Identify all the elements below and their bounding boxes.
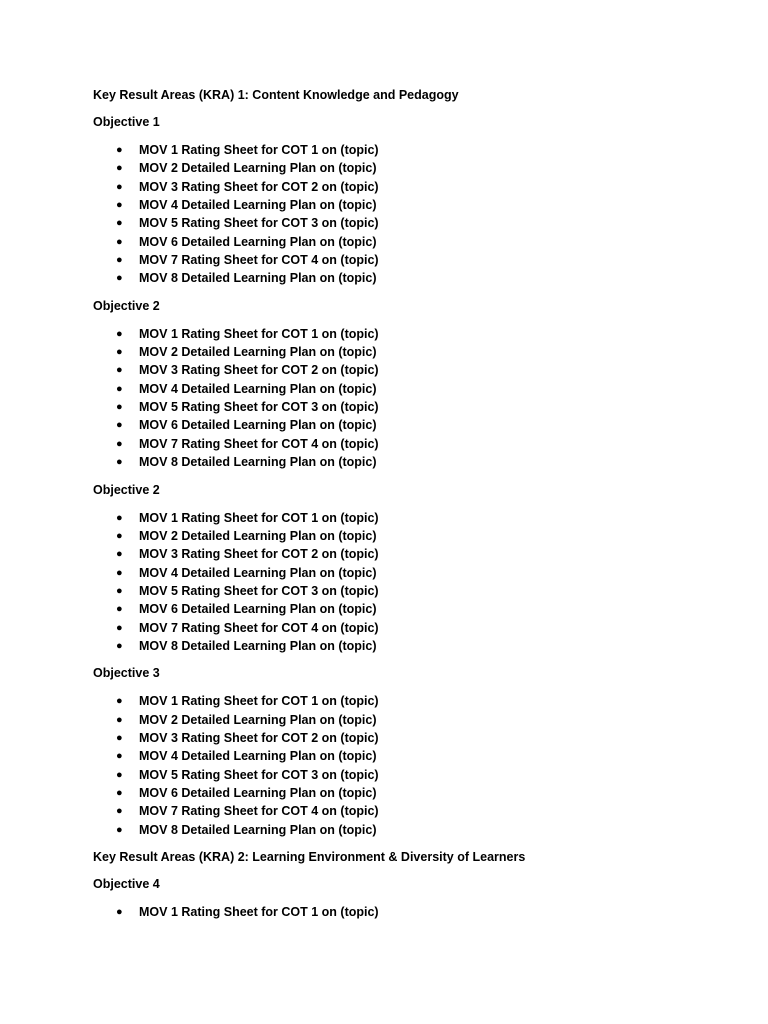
list-item-text: MOV 8 Detailed Learning Plan on (topic) <box>139 638 377 653</box>
list-item <box>93 903 713 921</box>
bullet-icon: ● <box>116 364 123 377</box>
list-item <box>93 416 713 434</box>
list-item-text: MOV 4 Detailed Learning Plan on (topic) <box>139 749 377 764</box>
list-item <box>93 435 713 453</box>
bullet-icon: ● <box>116 511 123 524</box>
bullet-icon: ● <box>116 906 123 918</box>
list-item <box>93 233 713 251</box>
list-item-text: MOV 5 Rating Sheet for COT 3 on (topic) <box>139 216 379 231</box>
list-item-text: MOV 1 Rating Sheet for COT 1 on (topic) <box>139 510 379 525</box>
list-item-text: MOV 5 Rating Sheet for COT 3 on (topic) <box>139 400 379 415</box>
bullet-icon: ● <box>116 823 123 836</box>
list-item <box>93 729 713 747</box>
list-item <box>93 692 713 710</box>
bullet-icon: ● <box>116 382 123 395</box>
list-item <box>93 178 713 196</box>
list-item-text: MOV 6 Detailed Learning Plan on (topic) <box>139 234 377 249</box>
list-item <box>93 251 713 269</box>
list-item <box>93 600 713 618</box>
list-item <box>93 159 713 177</box>
list-item <box>93 747 713 765</box>
bullet-icon: ● <box>116 695 123 708</box>
list-item <box>93 619 713 637</box>
bullet-icon: ● <box>116 144 123 156</box>
mov-list <box>93 903 713 921</box>
bullet-icon: ● <box>116 713 123 726</box>
list-item <box>93 582 713 600</box>
list-item <box>93 821 713 839</box>
list-item <box>93 784 713 802</box>
list-item-text: MOV 6 Detailed Learning Plan on (topic) <box>139 602 377 617</box>
list-item-text: MOV 1 Rating Sheet for COT 1 on (topic) <box>139 694 379 709</box>
bullet-icon: ● <box>116 162 123 175</box>
list-item <box>93 509 713 527</box>
mov-list <box>93 509 713 656</box>
list-item <box>93 398 713 416</box>
list-item-text: MOV 3 Rating Sheet for COT 2 on (topic) <box>139 363 379 378</box>
objective-heading: Objective 2 <box>93 482 160 497</box>
bullet-icon: ● <box>116 786 123 799</box>
list-item-text: MOV 2 Detailed Learning Plan on (topic) <box>139 528 377 543</box>
list-item <box>93 141 713 159</box>
objective-heading: Objective 4 <box>93 877 160 891</box>
list-item-text: MOV 2 Detailed Learning Plan on (topic) <box>139 345 377 360</box>
list-item <box>93 325 713 343</box>
list-item <box>93 711 713 729</box>
bullet-icon: ● <box>116 180 123 193</box>
list-item-text: MOV 7 Rating Sheet for COT 4 on (topic) <box>139 436 379 451</box>
list-item <box>93 453 713 471</box>
list-item <box>93 766 713 784</box>
list-item-text: MOV 3 Rating Sheet for COT 2 on (topic) <box>139 179 379 194</box>
mov-list <box>93 141 713 288</box>
list-item-text: MOV 8 Detailed Learning Plan on (topic) <box>139 455 377 470</box>
bullet-icon: ● <box>116 768 123 781</box>
bullet-icon: ● <box>116 603 123 616</box>
bullet-icon: ● <box>116 327 123 340</box>
list-item-text: MOV 8 Detailed Learning Plan on (topic) <box>139 271 377 286</box>
bullet-icon: ● <box>116 401 123 414</box>
list-item <box>93 380 713 398</box>
list-item-text: MOV 4 Detailed Learning Plan on (topic) <box>139 565 377 580</box>
list-item <box>93 269 713 287</box>
bullet-icon: ● <box>116 529 123 542</box>
bullet-icon: ● <box>116 548 123 561</box>
list-item-text: MOV 8 Detailed Learning Plan on (topic) <box>139 822 377 837</box>
list-item <box>93 545 713 563</box>
list-item <box>93 343 713 361</box>
bullet-icon: ● <box>116 750 123 763</box>
list-item-text: MOV 5 Rating Sheet for COT 3 on (topic) <box>139 583 379 598</box>
list-item-text: MOV 1 Rating Sheet for COT 1 on (topic) <box>139 326 379 341</box>
list-item <box>93 637 713 655</box>
list-item-text: MOV 1 Rating Sheet for COT 1 on (topic) <box>139 905 379 919</box>
bullet-icon: ● <box>116 217 123 230</box>
list-item-text: MOV 2 Detailed Learning Plan on (topic) <box>139 161 377 176</box>
list-item <box>93 361 713 379</box>
list-item-text: MOV 6 Detailed Learning Plan on (topic) <box>139 418 377 433</box>
list-item <box>93 564 713 582</box>
kra-heading: Key Result Areas (KRA) 2: Learning Environment & Diversity of Learners <box>93 850 526 864</box>
bullet-icon: ● <box>116 254 123 267</box>
list-item-text: MOV 6 Detailed Learning Plan on (topic) <box>139 785 377 800</box>
bullet-icon: ● <box>116 584 123 597</box>
bullet-icon: ● <box>116 419 123 432</box>
list-item-text: MOV 3 Rating Sheet for COT 2 on (topic) <box>139 547 379 562</box>
list-item-text: MOV 4 Detailed Learning Plan on (topic) <box>139 381 377 396</box>
list-item-text: MOV 7 Rating Sheet for COT 4 on (topic) <box>139 804 379 819</box>
objective-heading: Objective 3 <box>93 666 160 681</box>
bullet-icon: ● <box>116 566 123 579</box>
list-item <box>93 527 713 545</box>
bullet-icon: ● <box>116 437 123 450</box>
list-item-text: MOV 7 Rating Sheet for COT 4 on (topic) <box>139 620 379 635</box>
bullet-icon: ● <box>116 639 123 652</box>
kra-heading: Key Result Areas (KRA) 1: Content Knowledge and Pedagogy <box>93 88 459 102</box>
list-item-text: MOV 7 Rating Sheet for COT 4 on (topic) <box>139 253 379 268</box>
list-item-text: MOV 5 Rating Sheet for COT 3 on (topic) <box>139 767 379 782</box>
list-item-text: MOV 3 Rating Sheet for COT 2 on (topic) <box>139 730 379 745</box>
bullet-icon: ● <box>116 199 123 212</box>
bullet-icon: ● <box>116 346 123 359</box>
bullet-icon: ● <box>116 731 123 744</box>
objective-heading: Objective 2 <box>93 298 160 313</box>
bullet-icon: ● <box>116 235 123 248</box>
list-item-text: MOV 2 Detailed Learning Plan on (topic) <box>139 712 377 727</box>
mov-list <box>93 325 713 472</box>
bullet-icon: ● <box>116 621 123 634</box>
list-item-text: MOV 1 Rating Sheet for COT 1 on (topic) <box>139 143 379 157</box>
list-item <box>93 214 713 232</box>
bullet-icon: ● <box>116 272 123 285</box>
bullet-icon: ● <box>116 456 123 469</box>
list-item <box>93 196 713 214</box>
bullet-icon: ● <box>116 805 123 818</box>
list-item-text: MOV 4 Detailed Learning Plan on (topic) <box>139 198 377 213</box>
document-body <box>93 87 713 931</box>
list-item <box>93 802 713 820</box>
mov-list <box>93 692 713 839</box>
objective-heading: Objective 1 <box>93 115 160 129</box>
